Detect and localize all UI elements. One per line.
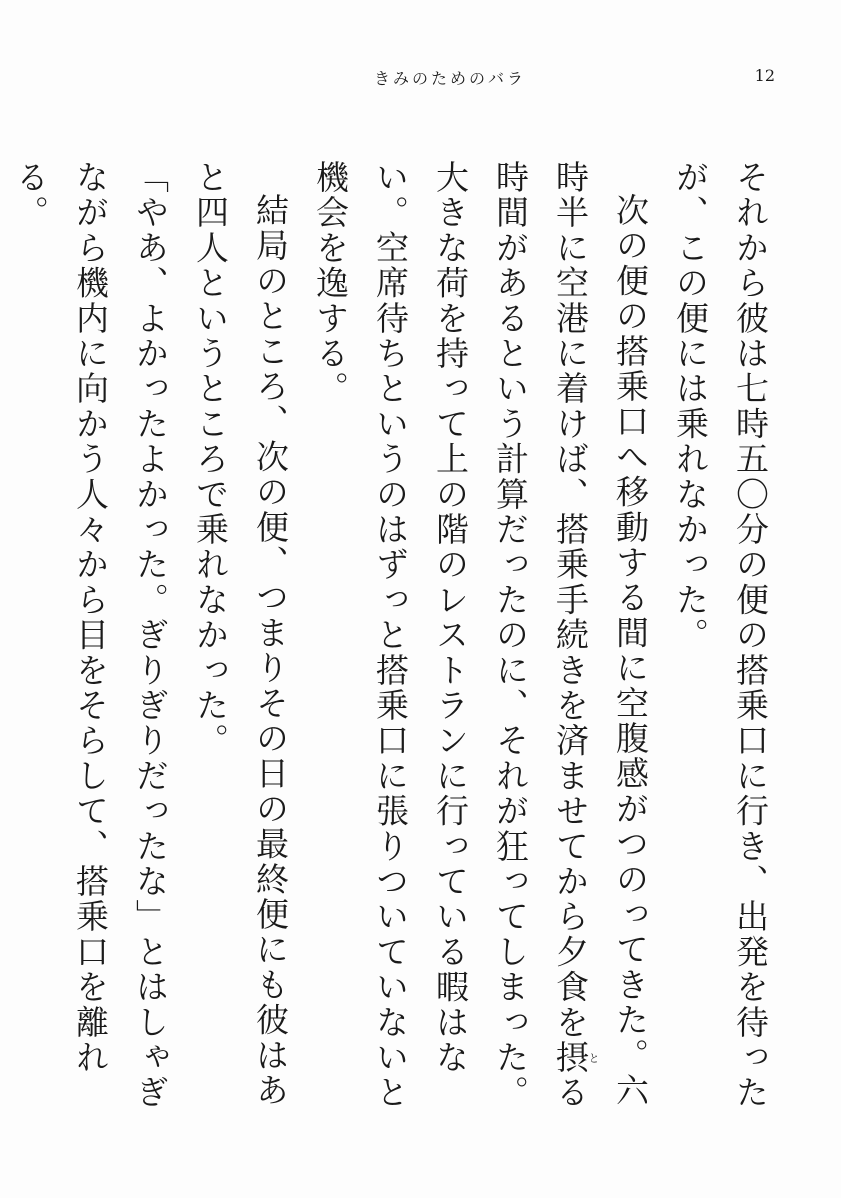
paragraph — [300, 160, 660, 1120]
ruby-base: 摂 — [551, 1040, 590, 1076]
page-number: 12 — [754, 66, 775, 85]
paragraph — [0, 160, 180, 1120]
paragraph-text: それから彼は七時五〇分の便の搭乗口に行き、出発を待ったが、この便には乗れなかった。 — [671, 160, 770, 1111]
ruby-annotation — [551, 1040, 600, 1076]
running-header-title: きみのためのバラ — [373, 69, 526, 88]
ruby-reading: と — [587, 1040, 600, 1076]
paragraph-text: 次の便の搭乗口へ移動する間に空腹感がつのってきた。六時半に空港に着けば、搭乗手続きを済ませてから夕食を — [551, 160, 650, 1109]
paragraph-text: 結局のところ、次の便、つまりその日の最終便にも彼はあと四人というところで乗れなかった。 — [191, 160, 290, 1109]
paragraph-text: 「やあ、よかったよかった。ぎりぎりだったな」とはしゃぎながら機内に向かう人々から目をそらして、搭乗口を離れる。 — [11, 160, 170, 1111]
paragraph-text: る時間があるという計算だったのに、それが狂ってしまった。大きな荷を持って上の階のレストランに行っている暇はない。空席待ちというのはずっと搭乗口に張りついていないと機会を逸する。 — [311, 160, 590, 1111]
paragraph — [180, 160, 300, 1120]
vertical-body-text — [11, 160, 780, 1120]
paragraph — [660, 160, 780, 1120]
